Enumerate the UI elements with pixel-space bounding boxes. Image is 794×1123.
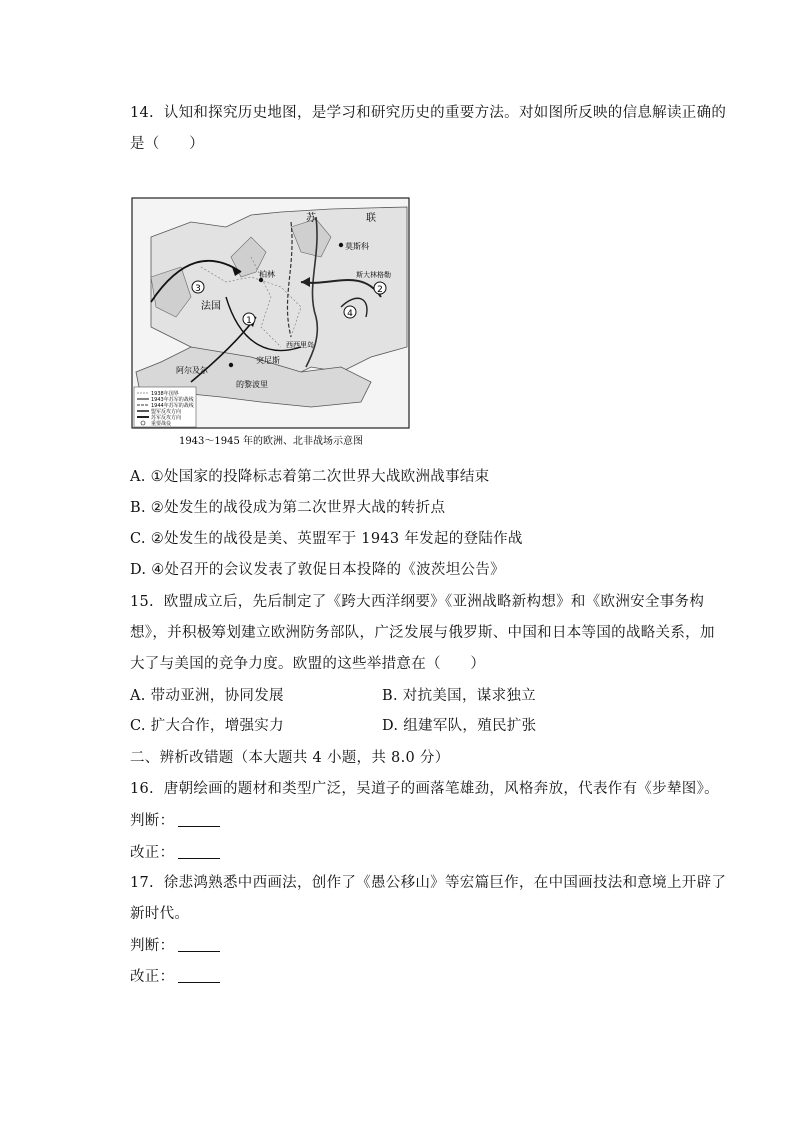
europe-map-graphic (131, 197, 410, 451)
q15-option-c[interactable]: C. 扩大合作，增强实力 (130, 718, 284, 734)
q14-option-c[interactable]: C. ②处发生的战役是美、英盟军于 1943 年发起的登陆作战 (130, 531, 523, 547)
map-caption: 1943～1945 年的欧洲、北非战场示意图 (178, 436, 364, 447)
svg-text:2: 2 (377, 285, 383, 295)
map-label-stalingrad: 斯大林格勒 (356, 271, 391, 279)
q15-option-b[interactable]: B. 对抗美国，谋求独立 (382, 688, 536, 704)
q15-stem-line1: 15. 欧盟成立后，先后制定了《跨大西洋纲要》《亚洲战略新构想》和《欧洲安全事务构 (130, 594, 705, 610)
map-label-ussr-2: 联 (366, 213, 376, 224)
q17-judge-row (130, 936, 220, 956)
section-heading: 二、辨析改错题（本大题共 4 小题，共 8.0 分） (130, 750, 450, 766)
legend-item-3: 1944年苏军的战线 (151, 403, 194, 409)
q17-correct-row (130, 967, 220, 987)
map-label-sicily: 西西里岛 (286, 341, 314, 349)
q15-option-a[interactable]: A. 带动亚洲，协同发展 (130, 688, 284, 704)
q14-option-a[interactable]: A. ①处国家的投降标志着第二次世界大战欧洲战事结束 (130, 469, 490, 485)
q17-stem-line2: 新时代。 (130, 906, 190, 922)
q16-correct-label: 改正： (130, 845, 175, 861)
legend-item-2: 1943年苏军的战线 (151, 397, 194, 403)
q14-option-b[interactable]: B. ②处发生的战役成为第二次世界大战的转折点 (130, 500, 446, 516)
q16-stem: 16. 唐朝绘画的题材和类型广泛，吴道子的画落笔雄劲，风格奔放，代表作有《步辇图》。 (130, 781, 719, 797)
q17-judge-blank[interactable] (178, 937, 220, 952)
war-map-figure (131, 197, 410, 451)
q17-stem-line1: 17. 徐悲鸿熟悉中西画法，创作了《愚公移山》等宏篇巨作，在中国画技法和意境上开辟了 (130, 875, 727, 891)
q14-stem-line2: 是（ ） (130, 136, 204, 152)
legend-item-1: 1938年国界 (151, 391, 179, 397)
q16-judge-label: 判断： (130, 813, 175, 829)
legend-item-6: 重要战役 (151, 421, 172, 427)
map-label-algeria: 阿尔及尔 (176, 366, 208, 375)
svg-text:1: 1 (246, 316, 252, 326)
q14-option-d[interactable]: D. ④处召开的会议发表了敦促日本投降的《波茨坦公告》 (130, 562, 505, 578)
svg-text:3: 3 (195, 284, 201, 294)
q14-stem-line1: 14. 认知和探究历史地图，是学习和研究历史的重要方法。对如图所反映的信息解读正确的 (130, 105, 727, 121)
map-label-moscow: 莫斯科 (345, 242, 369, 251)
map-label-berlin: 柏林 (259, 270, 275, 279)
q15-stem-line2: 想》，并积极筹划建立欧洲防务部队，广泛发展与俄罗斯、中国和日本等国的战略关系，加 (130, 625, 715, 641)
q16-judge-blank[interactable] (178, 812, 220, 827)
q15-stem-line3: 大了与美国的竞争力度。欧盟的这些举措意在（ ） (130, 656, 486, 672)
svg-text:4: 4 (347, 309, 353, 319)
map-label-ussr: 苏 (306, 213, 316, 224)
map-label-france: 法国 (201, 301, 221, 312)
q15-option-d[interactable]: D. 组建军队，殖民扩张 (382, 718, 537, 734)
q16-judge-row (130, 811, 220, 831)
q16-correct-row (130, 843, 220, 863)
map-label-tunis: 突尼斯 (256, 356, 280, 365)
legend-item-5: 苏军反攻方向 (151, 415, 182, 421)
q17-correct-label: 改正： (130, 969, 175, 985)
q17-correct-blank[interactable] (178, 968, 220, 983)
legend-item-4: 盟军反攻方向 (151, 409, 182, 415)
q16-correct-blank[interactable] (178, 844, 220, 859)
map-label-tripoli: 的黎波里 (236, 380, 268, 389)
q17-judge-label: 判断： (130, 938, 175, 954)
